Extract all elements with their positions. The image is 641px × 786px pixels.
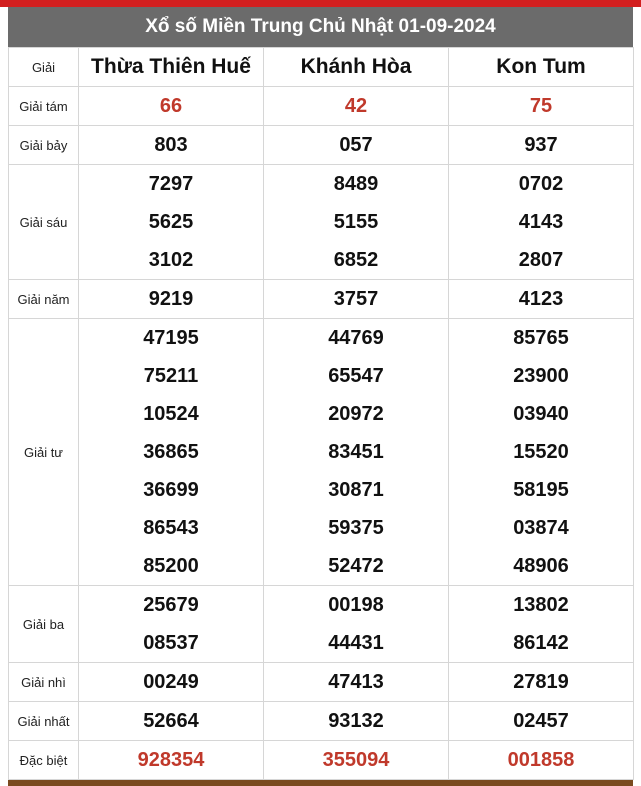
province-header-2[interactable] xyxy=(264,48,449,87)
prize-label: Giải nhì xyxy=(9,663,79,702)
prize-number: 5155 xyxy=(333,211,379,233)
prize-number: 36699 xyxy=(143,479,199,501)
prize-number: 3757 xyxy=(333,288,379,310)
province-header-1[interactable] xyxy=(79,48,264,87)
prize-number: 00249 xyxy=(143,671,199,693)
prize-row xyxy=(9,741,634,780)
prize-number: 4143 xyxy=(518,211,564,233)
prize-row xyxy=(9,87,634,126)
prize-row xyxy=(9,319,634,586)
prize-number: 36865 xyxy=(143,441,199,463)
prize-row xyxy=(9,702,634,741)
prize-number: 42 xyxy=(344,95,368,117)
prize-cell xyxy=(449,663,634,702)
prize-number: 27819 xyxy=(513,671,569,693)
prize-label: Giải sáu xyxy=(9,165,79,280)
prize-cell xyxy=(449,702,634,741)
prize-label: Giải tư xyxy=(9,319,79,586)
prize-cell xyxy=(449,280,634,319)
prize-cell xyxy=(79,586,264,663)
province-name: Thừa Thiên Huế xyxy=(91,55,251,78)
prize-row xyxy=(9,280,634,319)
prize-number: 48906 xyxy=(513,555,569,577)
prize-number: 10524 xyxy=(143,403,199,425)
prize-cell xyxy=(449,319,634,586)
prize-number: 20972 xyxy=(328,403,384,425)
prize-number: 15520 xyxy=(513,441,569,463)
prize-cell xyxy=(79,702,264,741)
prize-cell xyxy=(449,87,634,126)
province-name: Kon Tum xyxy=(496,55,586,78)
prize-number: 52664 xyxy=(143,710,199,732)
prize-number: 47195 xyxy=(143,327,199,349)
prize-number: 86142 xyxy=(513,632,569,654)
prize-label: Đặc biệt xyxy=(9,741,79,780)
prize-cell xyxy=(79,741,264,780)
prize-cell xyxy=(79,663,264,702)
prize-number: 93132 xyxy=(328,710,384,732)
prize-cell xyxy=(264,165,449,280)
prize-number: 25679 xyxy=(143,594,199,616)
province-name: Khánh Hòa xyxy=(300,55,412,78)
prize-number: 75 xyxy=(529,95,553,117)
prize-number: 08537 xyxy=(143,632,199,654)
prize-number: 7297 xyxy=(148,173,194,195)
prize-number: 65547 xyxy=(328,365,384,387)
results-table xyxy=(8,47,634,780)
prize-row xyxy=(9,165,634,280)
province-header-3[interactable] xyxy=(449,48,634,87)
prize-number: 937 xyxy=(524,134,558,156)
prize-number: 057 xyxy=(339,134,373,156)
prize-number: 928354 xyxy=(137,749,205,771)
prize-number: 3102 xyxy=(148,249,194,271)
prize-number: 75211 xyxy=(143,365,199,387)
prize-cell xyxy=(449,741,634,780)
prize-number: 9219 xyxy=(148,288,194,310)
prize-number: 23900 xyxy=(513,365,569,387)
prize-number: 02457 xyxy=(513,710,569,732)
prize-number: 355094 xyxy=(322,749,390,771)
prize-number: 58195 xyxy=(513,479,569,501)
bottom-accent-bar xyxy=(8,780,633,786)
header-prize-label: Giải xyxy=(9,48,79,87)
prize-cell xyxy=(264,126,449,165)
prize-number: 86543 xyxy=(143,517,199,539)
prize-number: 59375 xyxy=(328,517,384,539)
prize-number: 5625 xyxy=(148,211,194,233)
prize-number: 4123 xyxy=(518,288,564,310)
prize-number: 85765 xyxy=(513,327,569,349)
prize-cell xyxy=(264,586,449,663)
prize-label: Giải năm xyxy=(9,280,79,319)
prize-row xyxy=(9,663,634,702)
top-accent-bar xyxy=(0,0,641,7)
prize-number: 44431 xyxy=(328,632,384,654)
prize-number: 47413 xyxy=(328,671,384,693)
prize-cell xyxy=(79,126,264,165)
prize-number: 803 xyxy=(154,134,188,156)
prize-number: 03874 xyxy=(513,517,569,539)
prize-cell xyxy=(79,165,264,280)
prize-row xyxy=(9,126,634,165)
prize-number: 8489 xyxy=(333,173,379,195)
prize-number: 83451 xyxy=(328,441,384,463)
prize-cell xyxy=(264,702,449,741)
prize-label: Giải tám xyxy=(9,87,79,126)
results-title: Xổ số Miền Trung Chủ Nhật 01-09-2024 xyxy=(8,7,633,47)
prize-cell xyxy=(264,663,449,702)
prize-number: 6852 xyxy=(333,249,379,271)
prize-number: 44769 xyxy=(328,327,384,349)
prize-number: 66 xyxy=(159,95,183,117)
prize-cell xyxy=(264,87,449,126)
prize-cell xyxy=(449,126,634,165)
prize-label: Giải ba xyxy=(9,586,79,663)
results-table-body xyxy=(9,48,634,780)
prize-number: 001858 xyxy=(507,749,575,771)
prize-number: 85200 xyxy=(143,555,199,577)
prize-cell xyxy=(79,87,264,126)
prize-cell xyxy=(449,586,634,663)
prize-cell xyxy=(264,741,449,780)
prize-label: Giải nhất xyxy=(9,702,79,741)
prize-cell xyxy=(264,319,449,586)
prize-cell xyxy=(79,319,264,586)
prize-label: Giải bảy xyxy=(9,126,79,165)
prize-row xyxy=(9,586,634,663)
prize-number: 2807 xyxy=(518,249,564,271)
prize-cell xyxy=(449,165,634,280)
table-header-row xyxy=(9,48,634,87)
prize-number: 13802 xyxy=(513,594,569,616)
prize-number: 00198 xyxy=(328,594,384,616)
prize-number: 03940 xyxy=(513,403,569,425)
prize-number: 52472 xyxy=(328,555,384,577)
prize-number: 0702 xyxy=(518,173,564,195)
prize-cell xyxy=(79,280,264,319)
prize-number: 30871 xyxy=(328,479,384,501)
prize-cell xyxy=(264,280,449,319)
